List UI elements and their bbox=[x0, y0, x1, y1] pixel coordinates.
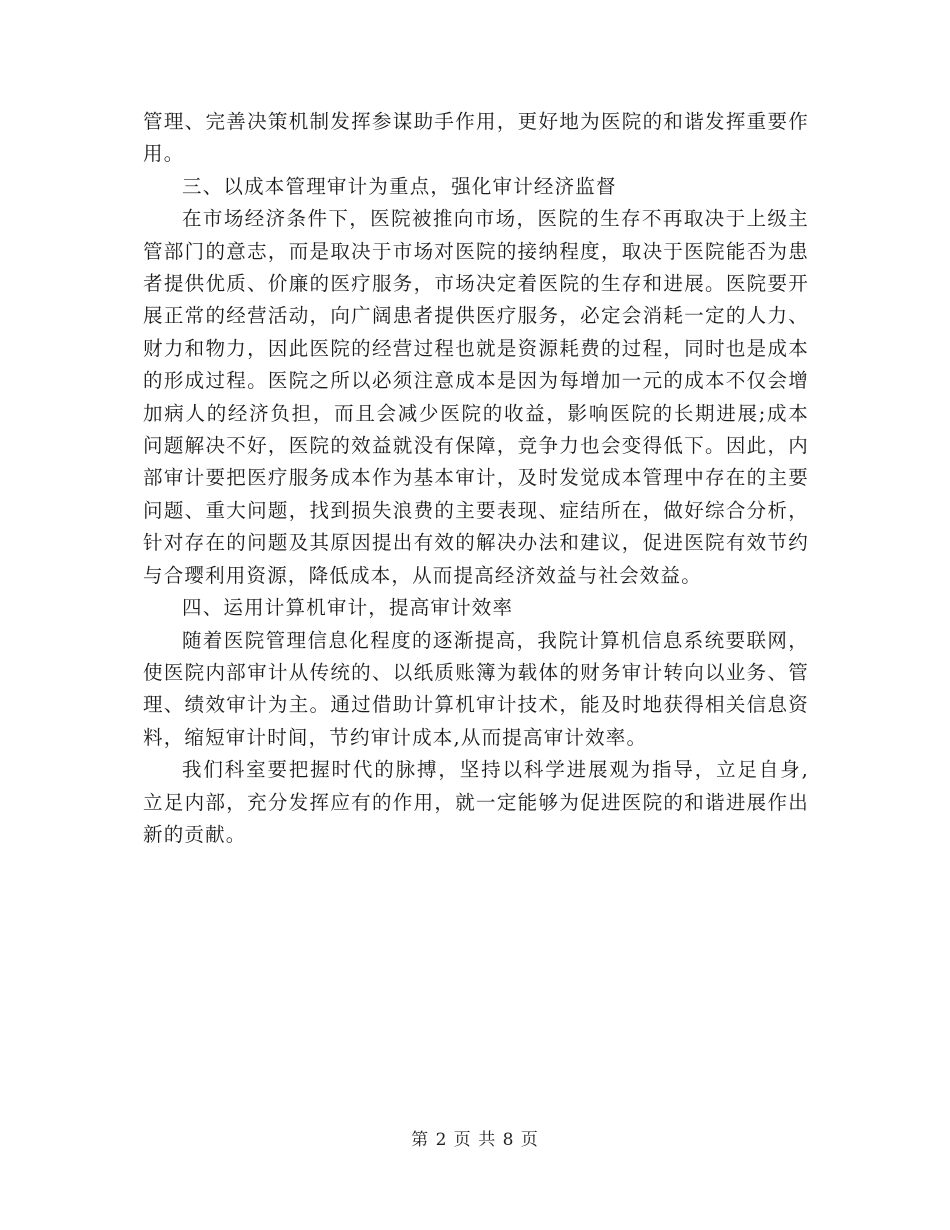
section-heading-3: 三、以成本管理审计为重点，强化审计经济监督 bbox=[182, 174, 617, 198]
paragraph-conclusion: 我们科室要把握时代的脉搏，坚持以科学进展观为指导，立足自身,立足内部，充分发挥应有的作用，就一定能够为促进医院的和谐进展作出新的贡献。 bbox=[143, 758, 809, 846]
section-heading-4: 四、运用计算机审计，提高审计效率 bbox=[182, 596, 514, 620]
paragraph-computer-audit: 随着医院管理信息化程度的逐渐提高，我院计算机信息系统要联网，使医院内部审计从传统的、以纸质账簿为载体的财务审计转向以业务、管理、绩效审计为主。通过借助计算机审计技术，能及时地获得相关信息资料，缩短审计时间，节约审计成本,从而提高审计效率。 bbox=[143, 628, 809, 749]
paragraph-cost-audit: 在市场经济条件下，医院被推向市场，医院的生存不再取决于上级主管部门的意志，而是取决于市场对医院的接纳程度，取决于医院能否为患者提供优质、价廉的医疗服务，市场决定着医院的生存和进展。医院要开展正常的经营活动，向广阔患者提供医疗服务，必定会消耗一定的人力、财力和物力，因此医院的经营过程也就是资源耗费的过程，同时也是成本的形成过程。医院之所以必须注意成本是因为每增加一元的成本不仅会增加病人的经济负担，而且会减少医院的收益，影响医院的长期进展;成本问题解决不好，医院的效益就没有保障，竞争力也会变得低下。因此，内部审计要把医疗服务成本作为基本审计，及时发觉成本管理中存在的主要问题、重大问题，找到损失浪费的主要表现、症结所在，做好综合分析，针对存在的问题及其原因提出有效的解决办法和建议，促进医院有效节约与合璎利用资源，降低成本，从而提高经济效益与社会效益。 bbox=[143, 207, 809, 587]
paragraph-continuation: 管理、完善决策机制发挥参谋助手作用，更好地为医院的和谐发挥重要作用。 bbox=[143, 110, 809, 166]
page-number-footer: 第 2 页 共 8 页 bbox=[411, 1130, 539, 1150]
document-body bbox=[143, 106, 809, 851]
